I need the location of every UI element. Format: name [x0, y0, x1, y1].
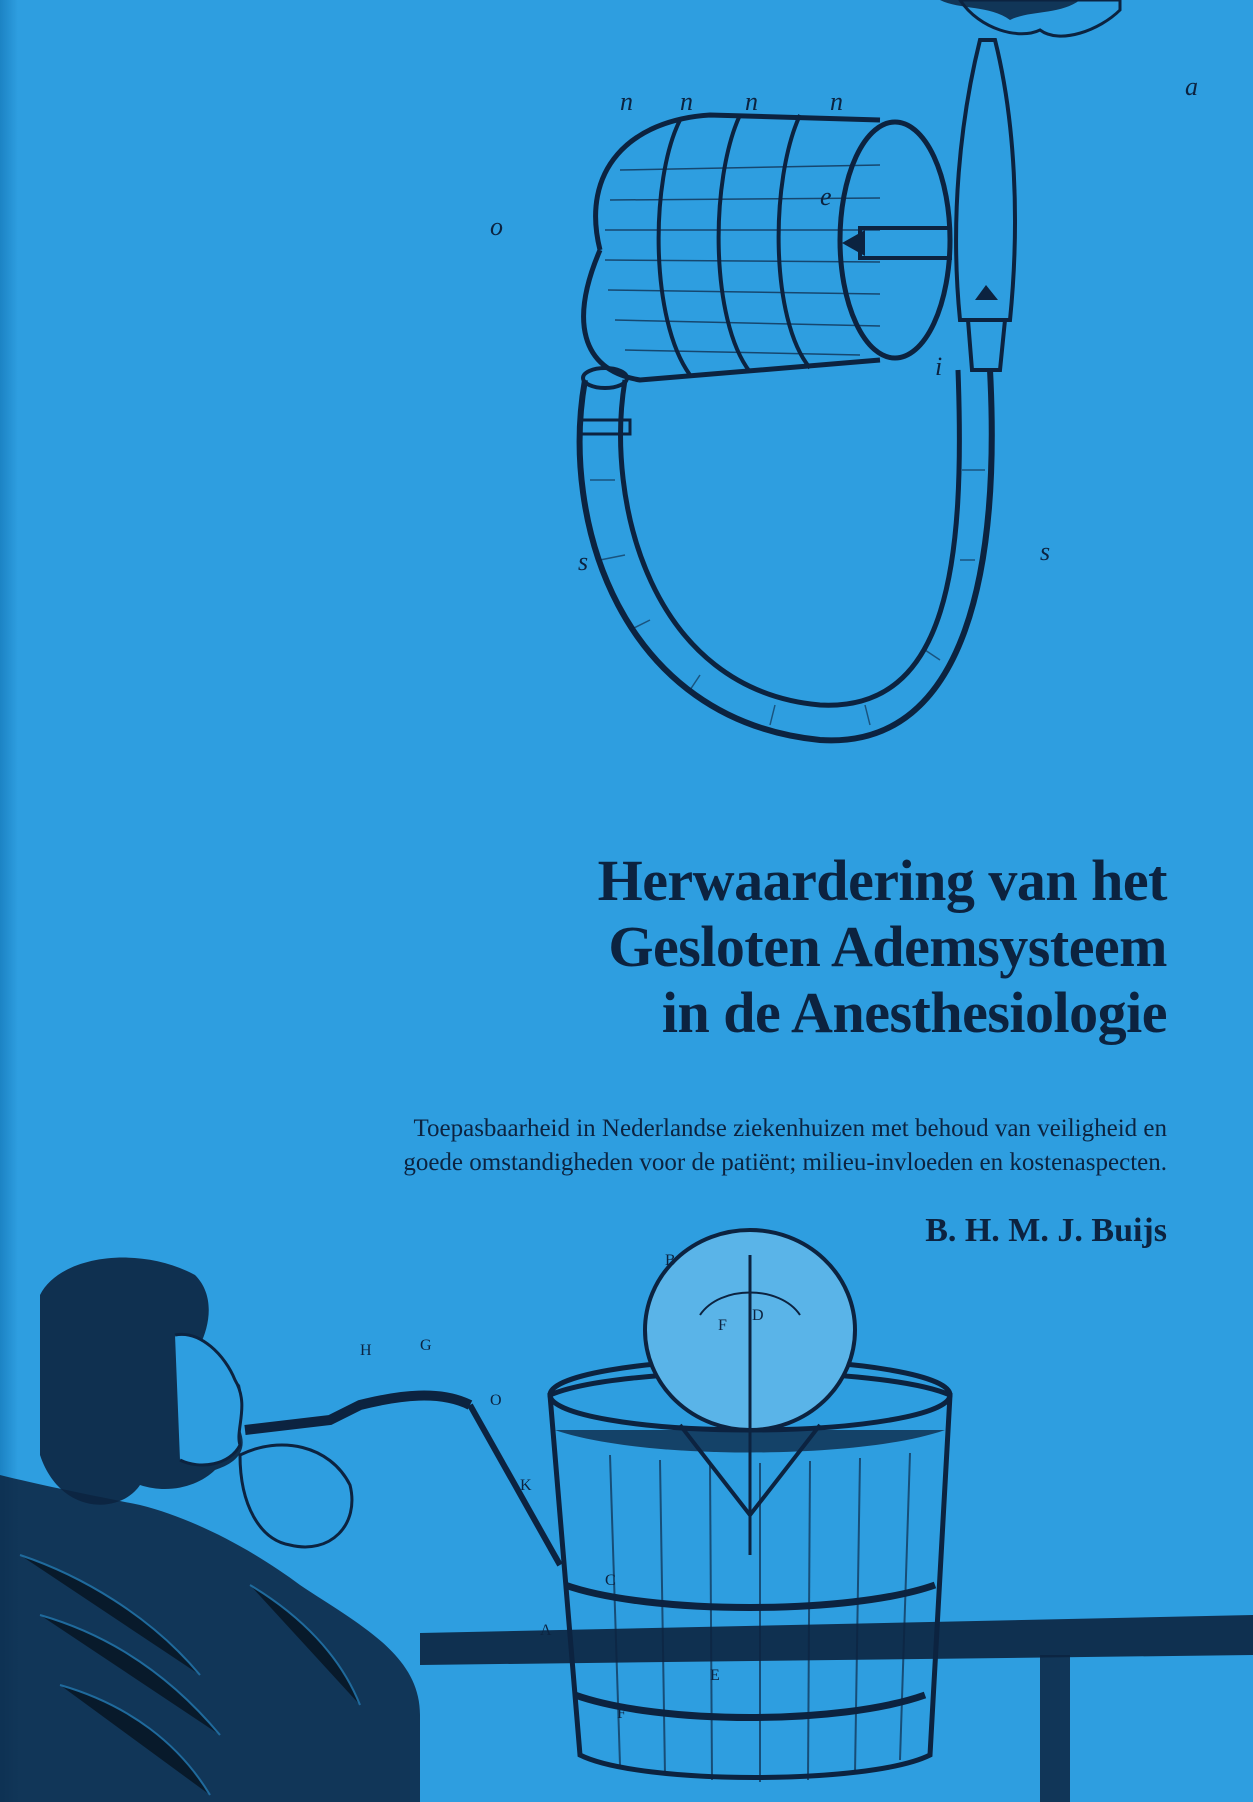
label-F-globe: F [718, 1317, 727, 1334]
label-D: D [752, 1307, 764, 1324]
label-s-left: s [578, 547, 589, 576]
book-subtitle [117, 1112, 1167, 1180]
label-a: a [1185, 72, 1198, 101]
book-author: B. H. M. J. Buijs [925, 1212, 1167, 1249]
subtitle-line-1: Toepasbaarheid in Nederlandse ziekenhuizen met behoud van veiligheid en [413, 1115, 1167, 1142]
book-title [598, 848, 1167, 1046]
label-E: E [710, 1667, 720, 1684]
title-line-1: Herwaardering van het [597, 848, 1167, 913]
label-A: A [540, 1622, 552, 1639]
title-line-2: Gesloten Ademsysteem [608, 914, 1167, 979]
label-i: i [935, 352, 943, 381]
breathing-apparatus-engraving [0, 1252, 1253, 1802]
subtitle-line-2: goede omstandigheden voor de patiënt; milieu-invloeden en kostenaspecten. [403, 1149, 1167, 1176]
label-H: H [360, 1342, 372, 1359]
label-o: o [490, 212, 503, 241]
label-G: G [420, 1337, 432, 1354]
bellows-engraving [490, 0, 1253, 770]
label-n2: n [680, 87, 693, 116]
label-O: O [490, 1392, 502, 1409]
label-B: B [665, 1252, 676, 1269]
title-line-3: in de Anesthesiologie [661, 980, 1167, 1045]
label-K: K [520, 1477, 532, 1494]
label-e: e [820, 182, 832, 211]
label-s-right: s [1040, 537, 1051, 566]
label-n4: n [830, 87, 843, 116]
label-n1: n [620, 87, 633, 116]
label-C: C [605, 1572, 616, 1589]
label-n3: n [745, 87, 758, 116]
label-F-tub: F [617, 1705, 626, 1722]
